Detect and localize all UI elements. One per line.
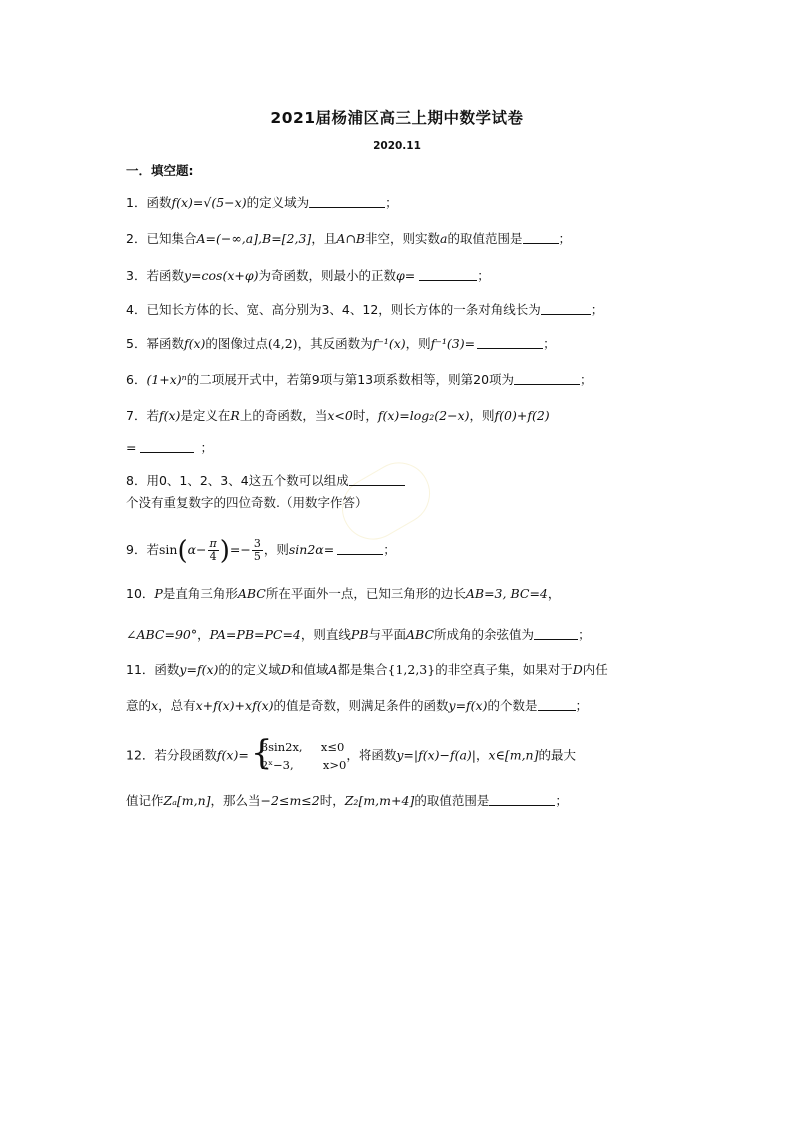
q10-comma: ， <box>197 627 210 642</box>
q11-domain-2: D <box>572 662 583 677</box>
question-6 <box>126 371 641 389</box>
q2-text-d: 的取值范围是 <box>447 231 523 246</box>
q2-text-a: 已知集合 <box>146 231 197 246</box>
q10-point-p: P <box>154 586 163 601</box>
q9-sin: sin <box>158 542 178 557</box>
q5-formula-f: f(x) <box>183 336 206 351</box>
q5-formula-value: f⁻¹(3)= <box>430 336 476 351</box>
q5-inverse: f⁻¹(x) <box>372 336 406 351</box>
q12-comma: ， <box>476 747 489 763</box>
piecewise-row-1: 3sin2x, x≤0 <box>260 740 345 754</box>
fraction-denominator: 4 <box>209 550 217 563</box>
question-10 <box>126 585 641 603</box>
q10-text-a: 是直角三角形 <box>162 586 238 601</box>
q10-lengths: PA=PB=PC=4 <box>209 627 301 642</box>
q1-text-b: 的定义域为 <box>246 195 310 210</box>
q3-formula-phi: φ= <box>396 268 416 283</box>
q11-text-c: 和值域 <box>290 662 329 677</box>
q8-text-b: 个没有重复数字的四位奇数.（用数字作答） <box>126 495 368 510</box>
q12-text-b: ，将函数 <box>346 747 397 763</box>
answer-blank <box>534 627 578 640</box>
q4-end: ； <box>590 302 604 317</box>
q5-end: ； <box>543 336 556 351</box>
question-number: 8． <box>126 473 147 488</box>
q11-end: ； <box>575 698 589 713</box>
q2-end: ； <box>558 231 572 246</box>
q4-text: 已知长方体的长、宽、高分别为3、4、12，则长方体的一条对角线长为 <box>146 302 541 317</box>
q6-formula: (1+x)ⁿ <box>146 372 187 387</box>
question-number: 1． <box>126 195 147 210</box>
q7-formula-log: f(x)=log₂(2−x) <box>377 408 470 423</box>
question-9 <box>126 536 641 565</box>
question-number: 3． <box>126 268 147 283</box>
q2-variable: a <box>440 231 448 246</box>
q9-formula: sin2α= <box>288 542 335 557</box>
q6-end: ； <box>580 372 593 387</box>
left-brace: { <box>250 733 273 773</box>
q10-text-c: ，则直线 <box>300 627 351 642</box>
right-paren: ) <box>219 536 230 566</box>
q1-text-a: 函数 <box>146 195 172 210</box>
q10-angle: ∠ABC=90° <box>126 627 198 642</box>
answer-blank <box>309 195 385 208</box>
q5-text-a: 幂函数 <box>146 336 184 351</box>
q11-range: A <box>328 662 338 677</box>
q10-text-b: 所在平面外一点，已知三角形的边长 <box>265 586 466 601</box>
answer-blank <box>477 336 543 349</box>
exam-date: 2020.11 <box>373 140 421 152</box>
q7-formula-f: f(x) <box>158 408 181 423</box>
q5-text-c: ，其反函数为 <box>297 336 373 351</box>
q8-text-a: 用0、1、2、3、4这五个数可以组成 <box>146 473 349 488</box>
question-12 <box>126 733 641 774</box>
question-4 <box>126 301 641 319</box>
q10-triangle: ABC <box>237 586 266 601</box>
q10-text-e: 所成角的余弦值为 <box>434 627 535 642</box>
q10-text-d: 与平面 <box>368 627 407 642</box>
q7-condition: x<0 <box>327 408 353 423</box>
answer-blank <box>523 231 559 244</box>
q3-text-a: 若函数 <box>146 268 184 283</box>
piecewise-row-2: 2ˣ−3, x>0 <box>260 758 347 772</box>
q5-text-d: ，则 <box>405 336 431 351</box>
q11-set: {1,2,3} <box>387 662 436 677</box>
q7-text-c: 上的奇函数，当 <box>239 408 328 423</box>
q7-formula-sum: f(0)+f(2) <box>494 408 550 423</box>
question-number: 7． <box>126 408 147 423</box>
q7-text-a: 若 <box>146 408 159 423</box>
q11-text-e: 的非空真子集，如果对于 <box>435 662 573 677</box>
question-3 <box>126 267 641 285</box>
q9-text-a: 若 <box>146 542 159 557</box>
fraction-numerator: π <box>209 537 217 550</box>
q7-text-b: 是定义在 <box>180 408 231 423</box>
q11-text-d: 都是集合 <box>337 662 388 677</box>
q11-text-g: 意的 <box>126 698 152 713</box>
answer-blank <box>337 542 383 555</box>
q1-formula: f(x)=√(5−x) <box>171 195 247 210</box>
question-number: 10． <box>126 586 155 601</box>
q3-end: ； <box>477 268 490 283</box>
q7-text-d: 时， <box>352 408 378 423</box>
q7-text-e: ，则 <box>469 408 495 423</box>
q7-equals: = <box>126 440 137 455</box>
q7-set-r: R <box>230 408 240 423</box>
q11-text-h: ，总有 <box>158 698 196 713</box>
q9-fraction-3-5 <box>252 538 263 563</box>
q10-comma: ， <box>547 586 561 601</box>
q12-piecewise <box>250 733 347 774</box>
q9-fraction-pi-4 <box>208 538 219 563</box>
q5-text-b: 的图像过点 <box>205 336 268 351</box>
q12-text-g: 的取值范围是 <box>414 793 490 808</box>
answer-blank <box>140 440 194 453</box>
answer-blank <box>489 793 555 806</box>
q5-point: (4,2) <box>267 336 298 351</box>
question-2 <box>126 230 641 248</box>
q12-text-e: ，那么当 <box>210 793 261 808</box>
q2-formula-sets: A=(−∞,a],B=[2,3] <box>196 231 312 246</box>
q11-text-f: 内任 <box>582 662 608 677</box>
q1-end: ； <box>385 195 398 210</box>
question-number: 12． <box>126 747 155 763</box>
q12-condition: −2≤m≤2 <box>260 793 320 808</box>
question-1 <box>126 194 641 212</box>
q9-equals: =− <box>229 542 251 557</box>
q3-formula: y=cos(x+φ) <box>183 268 259 283</box>
answer-blank <box>419 268 477 281</box>
q7-end: ； <box>200 440 213 455</box>
question-10-line-2 <box>126 626 641 644</box>
q2-formula-intersection: A∩B <box>336 231 366 246</box>
question-number: 11． <box>126 662 155 677</box>
q11-text-a: 函数 <box>154 662 180 677</box>
q3-text-b: 为奇函数，则最小的正数 <box>258 268 396 283</box>
q12-function: f(x)= <box>216 747 249 763</box>
question-number: 2． <box>126 231 147 246</box>
q9-alpha: α− <box>187 542 207 557</box>
question-11 <box>126 661 641 679</box>
q12-notation: Zₐ[m,n] <box>163 793 211 808</box>
q12-value: Z₂[m,m+4] <box>344 793 415 808</box>
q9-text-b: ，则 <box>263 542 289 557</box>
left-paren: ( <box>177 536 188 566</box>
section-heading: 一．填空题: <box>126 163 194 178</box>
q11-text-b: 的的定义域 <box>218 662 281 677</box>
answer-blank <box>514 372 580 385</box>
q12-text-d: 值记作 <box>126 793 164 808</box>
question-11-line-2 <box>126 697 641 715</box>
question-12-line-2 <box>126 792 641 810</box>
q12-text-f: 时， <box>319 793 345 808</box>
question-number: 4． <box>126 302 147 317</box>
q11-domain: D <box>280 662 291 677</box>
question-number: 6． <box>126 372 147 387</box>
q10-sides: AB=3, BC=4 <box>465 586 548 601</box>
q11-text-i: 的值是奇数，则满足条件的函数 <box>273 698 449 713</box>
q12-abs-function: y=|f(x)−f(a)| <box>396 747 477 763</box>
question-number: 9． <box>126 542 147 557</box>
q12-text-c: 的最大 <box>538 747 576 763</box>
question-8 <box>126 470 641 514</box>
answer-blank <box>541 302 591 315</box>
q11-text-j: 的个数是 <box>487 698 538 713</box>
question-7 <box>126 407 641 425</box>
answer-blank <box>349 473 405 486</box>
q10-plane: ABC <box>406 627 435 642</box>
exam-title: 2021届杨浦区高三上期中数学试卷 <box>270 109 524 127</box>
q12-text-a: 若分段函数 <box>154 747 217 763</box>
answer-blank <box>538 698 576 711</box>
q11-function-2: y=f(x) <box>448 698 488 713</box>
q12-end: ； <box>555 793 568 808</box>
fraction-denominator: 5 <box>253 550 261 563</box>
question-5 <box>126 335 641 353</box>
question-number: 5． <box>126 336 147 351</box>
question-7-line-2 <box>126 439 641 457</box>
q9-end: ； <box>383 542 396 557</box>
q10-line-pb: PB <box>350 627 369 642</box>
q11-x: x <box>151 698 159 713</box>
fraction-numerator: 3 <box>253 537 261 550</box>
q2-text-c: 非空，则实数 <box>365 231 441 246</box>
q2-text-b: ，且 <box>311 231 337 246</box>
q11-function: y=f(x) <box>179 662 219 677</box>
q11-expression: x+f(x)+xf(x) <box>195 698 274 713</box>
q10-end: ； <box>578 627 591 642</box>
q6-text: 的二项展开式中，若第9项与第13项系数相等，则第20项为 <box>186 372 515 387</box>
q12-interval: x∈[m,n] <box>488 747 539 763</box>
